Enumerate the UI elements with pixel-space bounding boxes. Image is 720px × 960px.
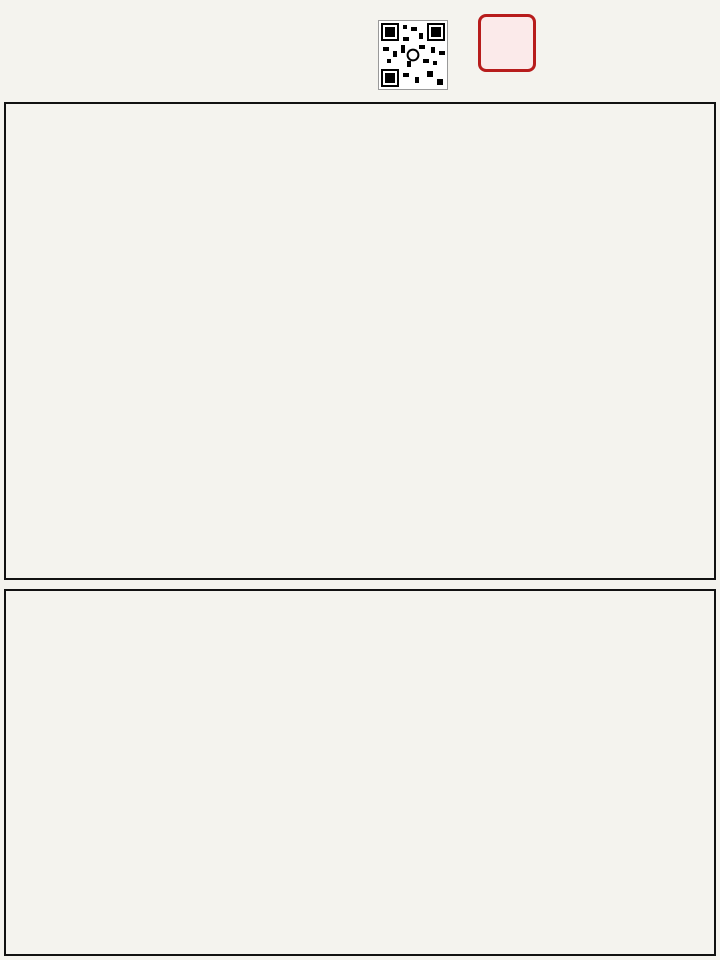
qr-code-icon[interactable] (378, 20, 448, 90)
seal-stamp-icon (478, 14, 536, 72)
header (0, 0, 720, 100)
bazi-chart (4, 102, 716, 580)
annual-luck-table (4, 589, 716, 956)
